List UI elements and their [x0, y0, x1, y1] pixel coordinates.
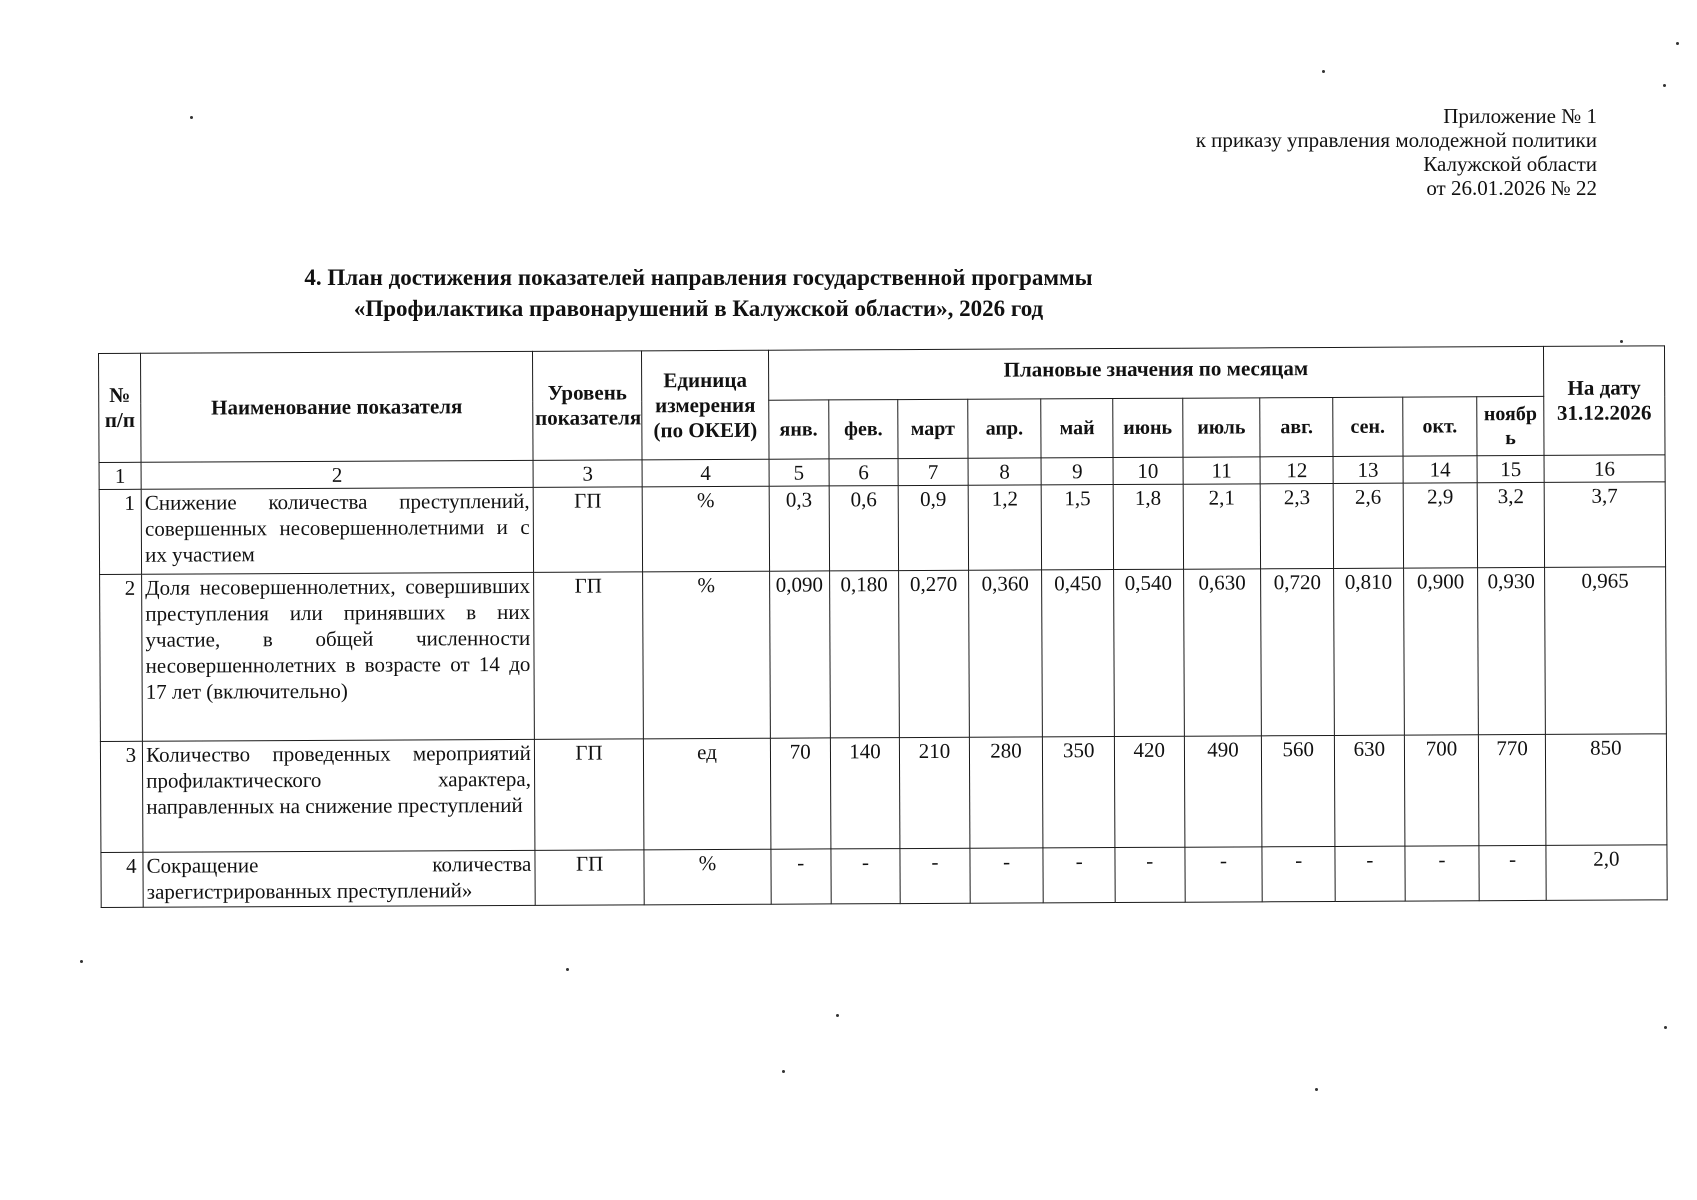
month-header: янв.	[768, 400, 828, 459]
monthly-value: 1,8	[1113, 484, 1183, 569]
scan-speck	[782, 1070, 785, 1073]
month-header: март	[898, 399, 968, 458]
monthly-value: 770	[1479, 734, 1546, 845]
indicator-name: Снижение количества преступлений, совершенных несовершеннолетними и с их участием	[141, 487, 533, 574]
month-header: май	[1041, 399, 1113, 458]
monthly-value: 490	[1184, 736, 1262, 847]
header-name: Наименование показателя	[141, 351, 533, 462]
monthly-value: -	[1262, 846, 1335, 901]
monthly-value: 2,6	[1333, 483, 1403, 568]
header-date: На дату 31.12.2026	[1543, 346, 1665, 456]
monthly-value: 0,3	[769, 486, 829, 571]
month-header: окт.	[1402, 397, 1477, 456]
indicator-unit: %	[644, 849, 771, 905]
appendix-line: от 26.01.2026 № 22	[1426, 176, 1597, 200]
scan-speck	[1664, 1026, 1667, 1029]
indicator-level: ГП	[533, 572, 643, 740]
indicator-name: Сокращение количества зарегистрированных преступлений»	[143, 850, 535, 907]
monthly-value: -	[970, 848, 1044, 903]
indicator-row	[100, 567, 1667, 742]
scan-speck	[190, 116, 193, 119]
column-number: 1	[99, 462, 141, 489]
scan-speck	[836, 1014, 839, 1017]
month-header: фев.	[828, 400, 898, 459]
monthly-value: 0,540	[1114, 569, 1184, 736]
monthly-value: 0,9	[898, 485, 968, 570]
indicator-level: ГП	[533, 487, 643, 573]
monthly-value: 210	[900, 737, 970, 848]
monthly-value: 700	[1404, 735, 1479, 846]
monthly-value: -	[1043, 848, 1115, 903]
month-header: июнь	[1113, 398, 1183, 457]
document-title	[0, 262, 1547, 324]
indicator-unit: %	[643, 571, 770, 739]
header-level: Уровень показателя	[532, 351, 642, 461]
monthly-value: 2,1	[1183, 484, 1261, 569]
monthly-value: 0,900	[1403, 568, 1479, 735]
appendix-header	[1196, 104, 1597, 200]
indicator-level: ГП	[534, 739, 644, 851]
header-unit: Единица измерения (по ОКЕИ)	[642, 350, 769, 460]
title-line: 4. План достижения показателей направления государственной программы	[304, 265, 1093, 290]
monthly-value: -	[1335, 846, 1405, 901]
month-header: ноябрь	[1477, 396, 1544, 455]
monthly-value: 0,6	[829, 486, 899, 571]
column-number: 8	[968, 458, 1042, 485]
month-header: апр.	[967, 399, 1041, 458]
column-number: 10	[1113, 457, 1183, 484]
monthly-value: 0,360	[968, 570, 1043, 737]
monthly-value: -	[1479, 845, 1546, 900]
appendix-line: Приложение № 1	[1443, 104, 1597, 128]
row-number: 4	[101, 852, 143, 907]
column-number: 9	[1041, 458, 1113, 485]
indicator-row	[99, 482, 1665, 575]
date-value: 2,0	[1546, 845, 1667, 901]
monthly-value: 350	[1043, 737, 1115, 848]
table-body	[99, 455, 1667, 908]
indicator-unit: ед	[644, 738, 771, 850]
row-number: 1	[99, 489, 142, 574]
indicator-row	[101, 845, 1667, 908]
monthly-value: 2,3	[1261, 483, 1334, 568]
monthly-value: 0,810	[1334, 568, 1404, 735]
monthly-value: -	[900, 848, 970, 903]
monthly-value: -	[771, 849, 831, 904]
monthly-value: -	[831, 849, 901, 904]
month-header: авг.	[1260, 397, 1333, 456]
monthly-value: 630	[1334, 735, 1404, 846]
indicator-plan-table	[98, 345, 1668, 908]
date-value: 3,7	[1544, 482, 1666, 568]
monthly-value: 140	[830, 738, 900, 849]
appendix-line: Калужской области	[1423, 152, 1597, 176]
scan-speck	[1676, 42, 1679, 45]
scan-speck	[1663, 84, 1666, 87]
monthly-value: 1,5	[1042, 485, 1114, 570]
column-number: 7	[898, 458, 968, 485]
scan-speck	[566, 968, 569, 971]
indicator-level: ГП	[535, 850, 645, 906]
month-header: сен.	[1333, 397, 1403, 456]
indicator-name: Доля несовершеннолетних, совершивших преступления или принявших в них участие, в общей численности несовершеннолетних в возрасте от 14 до 17 лет (включительно)	[142, 572, 535, 741]
column-number: 11	[1183, 457, 1261, 484]
scan-speck	[1315, 1088, 1318, 1091]
column-number: 3	[533, 460, 643, 488]
column-number: 15	[1477, 455, 1544, 482]
row-number: 2	[100, 574, 143, 741]
column-number: 13	[1333, 456, 1403, 483]
monthly-value: 420	[1114, 736, 1184, 847]
indicator-name: Количество проведенных мероприятий профилактического характера, направленных на снижение преступлений	[143, 739, 535, 852]
appendix-line: к приказу управления молодежной политики	[1195, 128, 1597, 152]
monthly-value: 0,090	[769, 571, 830, 738]
monthly-value: 3,2	[1478, 482, 1545, 567]
monthly-value: 280	[969, 737, 1043, 848]
column-number: 16	[1544, 455, 1665, 483]
monthly-value: 0,270	[899, 570, 969, 737]
month-header: июль	[1182, 398, 1260, 457]
monthly-value: 1,2	[968, 485, 1042, 570]
title-line: «Профилактика правонарушений в Калужской области», 2026 год	[353, 296, 1044, 321]
scan-speck	[1620, 340, 1623, 343]
monthly-value: 0,450	[1042, 570, 1114, 737]
indicator-unit: %	[643, 486, 770, 572]
monthly-value: -	[1405, 846, 1480, 901]
monthly-value: -	[1184, 847, 1262, 902]
header-months-group: Плановые значения по месяцам	[768, 346, 1543, 400]
monthly-value: 70	[770, 738, 831, 849]
indicator-row	[100, 734, 1667, 853]
scan-speck	[1322, 70, 1325, 73]
monthly-value: 560	[1262, 735, 1335, 846]
column-number: 14	[1403, 456, 1478, 483]
monthly-value: -	[1115, 847, 1185, 902]
scan-speck	[80, 960, 83, 963]
column-number: 2	[141, 460, 533, 489]
column-number: 12	[1260, 456, 1333, 483]
monthly-value: 0,630	[1183, 569, 1262, 736]
monthly-value: 0,720	[1261, 568, 1334, 735]
column-number: 5	[769, 459, 829, 486]
date-value: 0,965	[1544, 567, 1666, 735]
monthly-value: 0,180	[829, 571, 899, 738]
date-value: 850	[1545, 734, 1667, 846]
row-number: 3	[100, 741, 143, 852]
column-number: 6	[829, 459, 899, 486]
column-number: 4	[642, 459, 768, 487]
header-num: № п/п	[99, 353, 142, 462]
monthly-value: 0,930	[1478, 567, 1545, 734]
monthly-value: 2,9	[1403, 483, 1478, 568]
